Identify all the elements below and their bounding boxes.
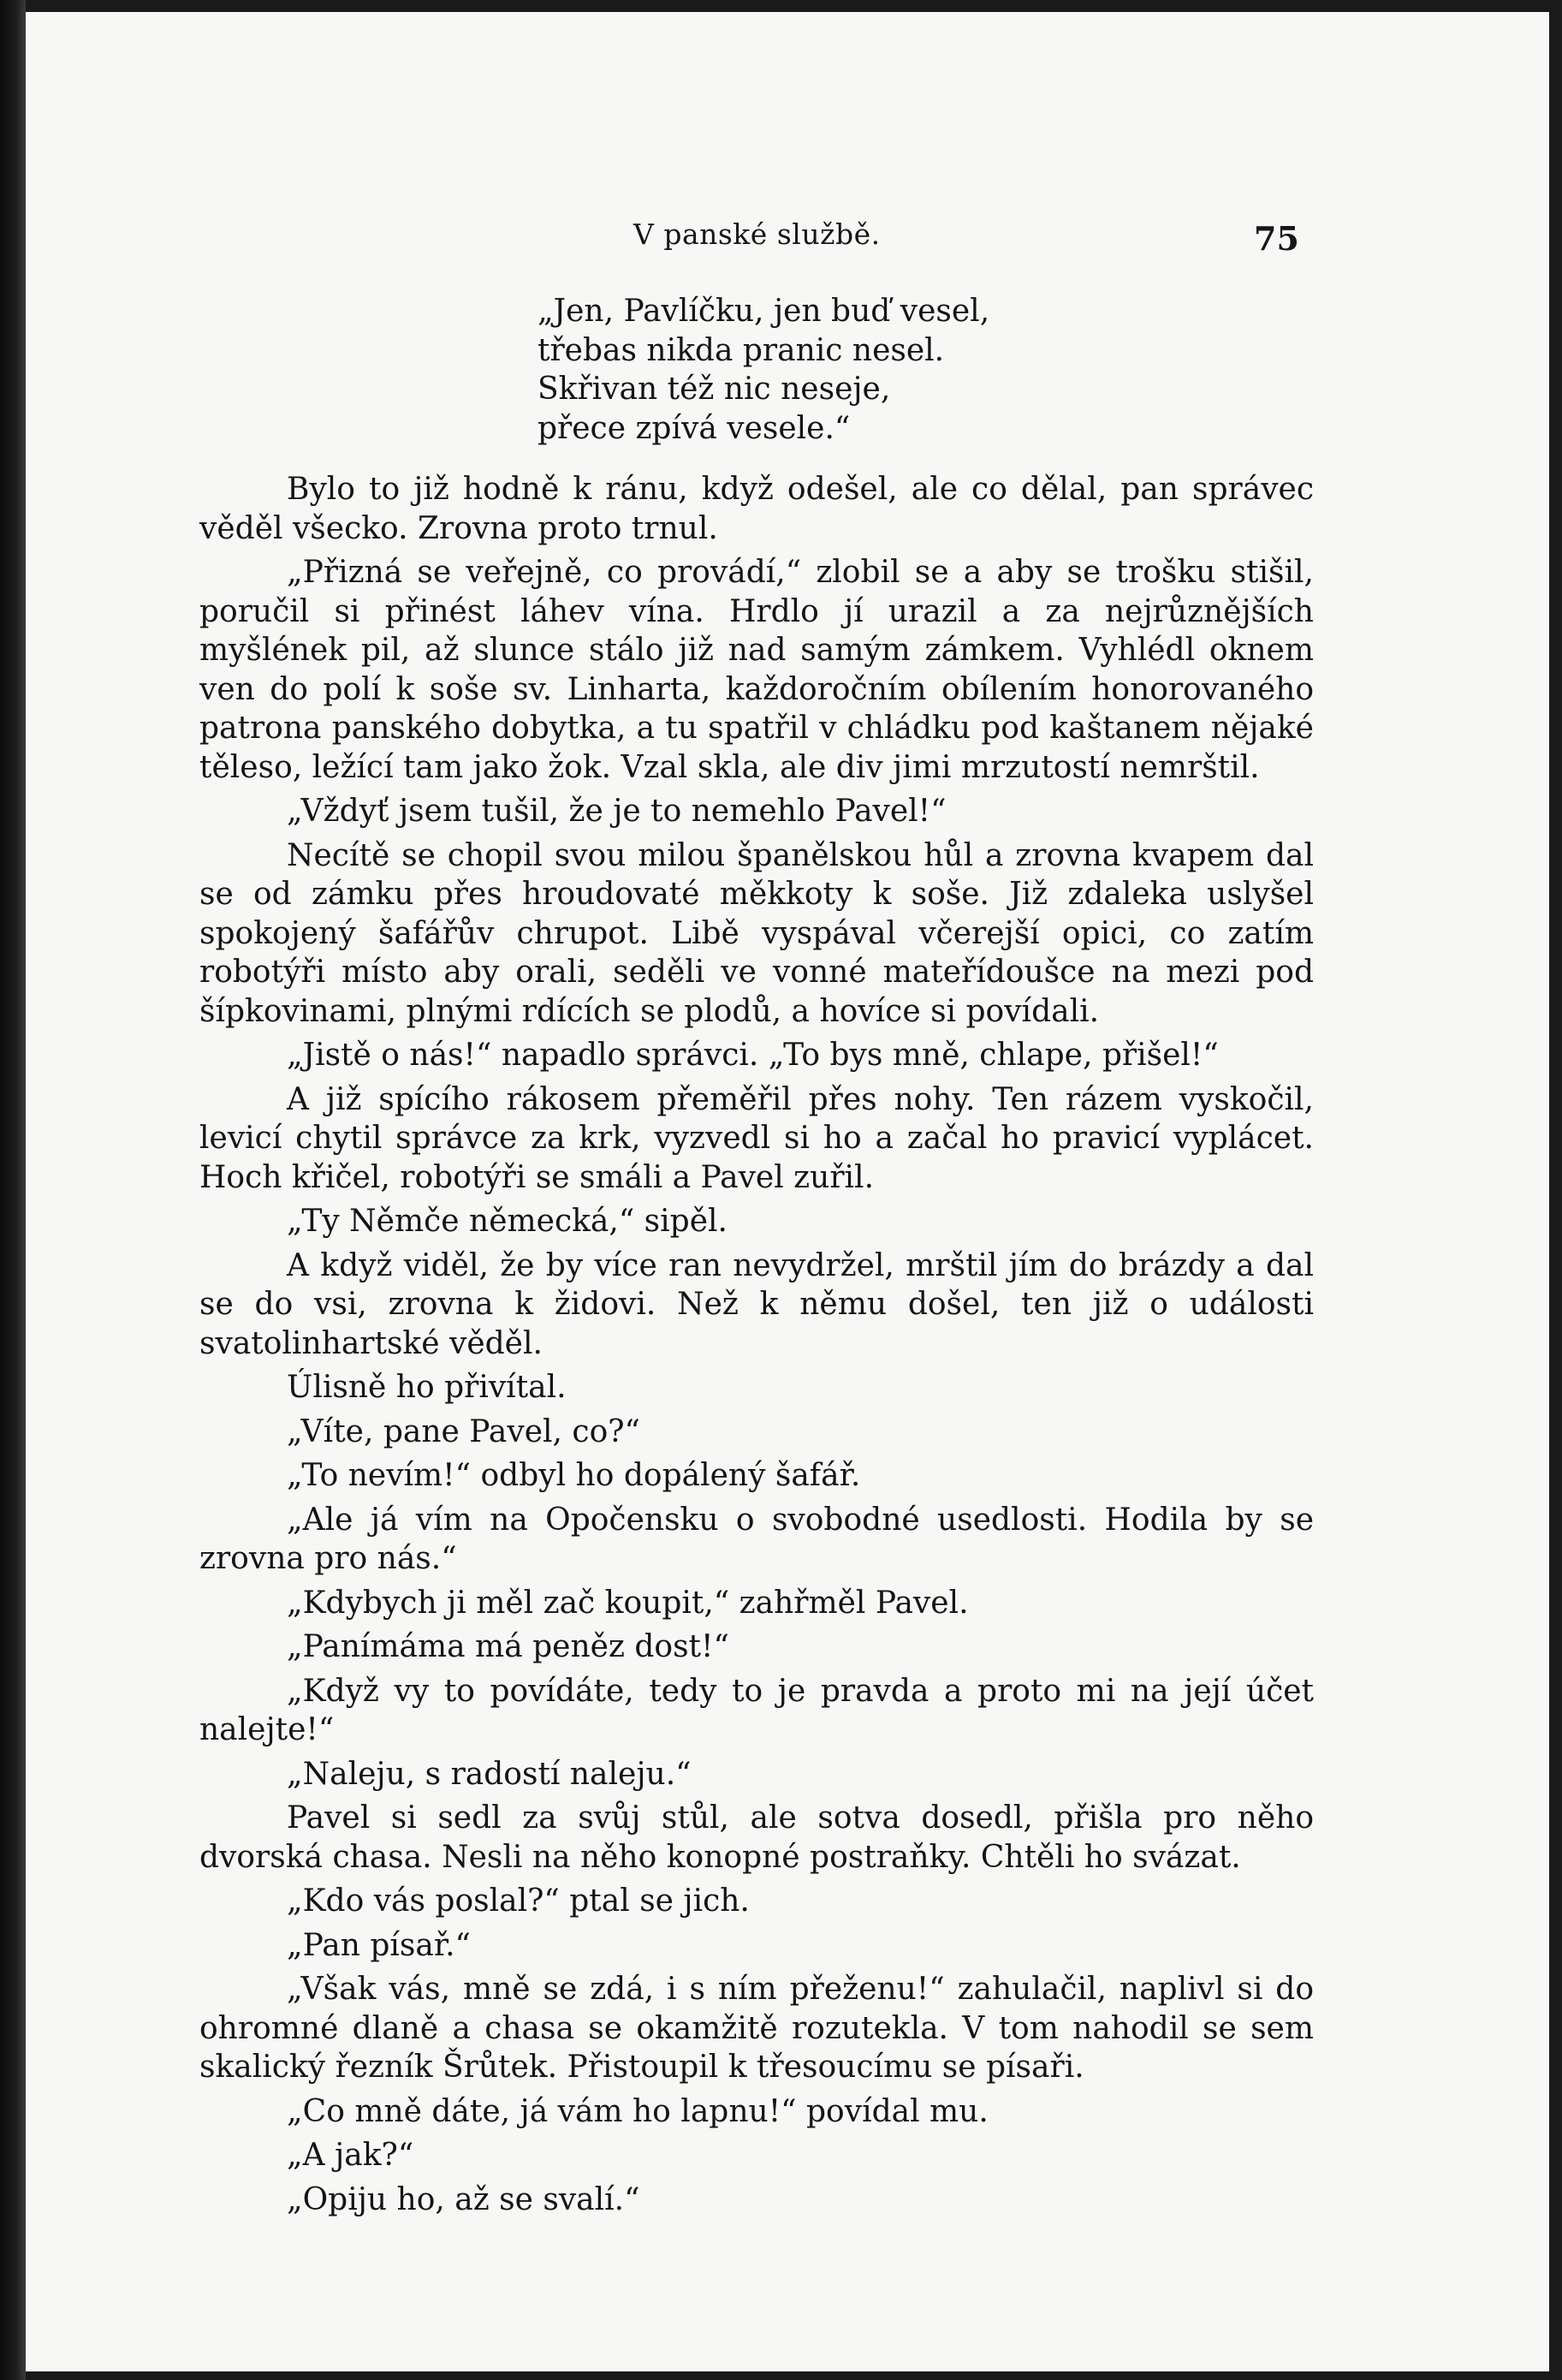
paragraph: „Víte, pane Pavel, co?“ — [287, 1413, 640, 1449]
verse-line: Skřivan též nic neseje, — [537, 372, 891, 407]
verse-line: „Jen, Pavlíčku, jen buď vesel, — [537, 294, 990, 329]
paragraph: „Ale já vím na Opočensku o svobodné usedlosti. Hodila by se zrovna pro nás.“ — [199, 1502, 1314, 1576]
paragraph: „Pan písař.“ — [287, 1927, 471, 1963]
body-text — [199, 292, 1314, 2224]
paragraph: „Co mně dáte, já vám ho lapnu!“ povídal mu. — [287, 2093, 989, 2129]
paragraph: Úlisně ho přivítal. — [287, 1370, 567, 1405]
paragraph: „Opiju ho, až se svalí.“ — [287, 2181, 640, 2217]
paragraph: „Kdybych ji měl zač koupit,“ zahřměl Pavel. — [287, 1585, 969, 1621]
paragraph: Bylo to již hodně k ránu, když odešel, ale co dělal, pan správec věděl všecko. Zrovna proto trnul. — [199, 472, 1314, 546]
paragraph: „To nevím!“ odbyl ho dopálený šafář. — [287, 1458, 861, 1493]
paragraph: „Kdo vás poslal?“ ptal se jich. — [287, 1883, 750, 1919]
paragraph: „Ty Němče německá,“ sipěl. — [287, 1204, 728, 1239]
paragraph: „Panímáma má peněz dost!“ — [287, 1629, 729, 1664]
paragraph: „Přizná se veřejně, co provádí,“ zlobil se a aby se trošku stišil, poručil si přinést láhev vína. Hrdlo jí urazil a za nejrůznějších myšlének pil, až slunce stálo již nad samým zámkem. Vyhlédl oknem ven do polí k soše sv. Linharta, každoročním obílením honorovaného patrona panského dobytka, a tu spatřil v chládku pod kaštanem nějaké těleso, ležící tam jako žok. Vzal skla, ale div jimi mrzutostí nemrštil. — [199, 555, 1314, 785]
page-number: 75 — [1254, 219, 1299, 258]
verse-line: třebas nikda pranic nesel. — [537, 332, 945, 368]
paragraph: A když viděl, že by více ran nevydržel, mrštil jím do brázdy a dal se do vsi, zrovna k židovi. Než k němu došel, ten již o události svatolinhartské věděl. — [199, 1247, 1314, 1361]
paragraph: A již spícího rákosem přeměřil přes nohy. Ten rázem vyskočil, levicí chytil správce za krk, vyzvedl si ho a začal ho pravicí vyplácet. Hoch křičel, robotýři se smáli a Pavel zuřil. — [199, 1081, 1314, 1195]
running-title: V panské službě. — [633, 217, 881, 251]
paragraph: „Vždyť jsem tušil, že je to nemehlo Pavel!“ — [287, 794, 947, 829]
paragraph: „A jak?“ — [287, 2138, 414, 2173]
paragraph: Necítě se chopil svou milou španělskou hůl a zrovna kvapem dal se od zámku přes hroudovaté měkkoty k soše. Již zdaleka uslyšel spokojený šafářův chrupot. Libě vyspával včerejší opici, co zatím robotýři místo aby orali, seděli ve vonné mateřídoušce na mezi pod šípkovinami, plnými rdících se plodů, a hovíce si povídali. — [199, 837, 1314, 1029]
paragraph: „Když vy to povídáte, tedy to je pravda a proto mi na její účet nalejte!“ — [199, 1673, 1314, 1747]
verse-block — [199, 292, 1314, 448]
book-spine-shadow — [0, 0, 26, 2380]
paragraph: „Jistě o nás!“ napadlo správci. „To bys mně, chlape, přišel!“ — [287, 1038, 1219, 1073]
book-page — [26, 12, 1549, 2371]
verse-line: přece zpívá vesele.“ — [537, 410, 851, 446]
paragraph: „Však vás, mně se zdá, i s ním přeženu!“ zahulačil, naplivl si do ohromné dlaně a chasa se okamžitě rozutekla. V tom nahodil se sem skalický řezník Šrůtek. Přistoupil k třesoucímu se písaři. — [199, 1972, 1314, 2085]
paragraph: „Naleju, s radostí naleju.“ — [287, 1756, 692, 1792]
page-header — [26, 217, 1549, 258]
paragraph: Pavel si sedl za svůj stůl, ale sotva dosedl, přišla pro něho dvorská chasa. Nesli na něho konopné postraňky. Chtěli ho svázat. — [199, 1800, 1314, 1875]
